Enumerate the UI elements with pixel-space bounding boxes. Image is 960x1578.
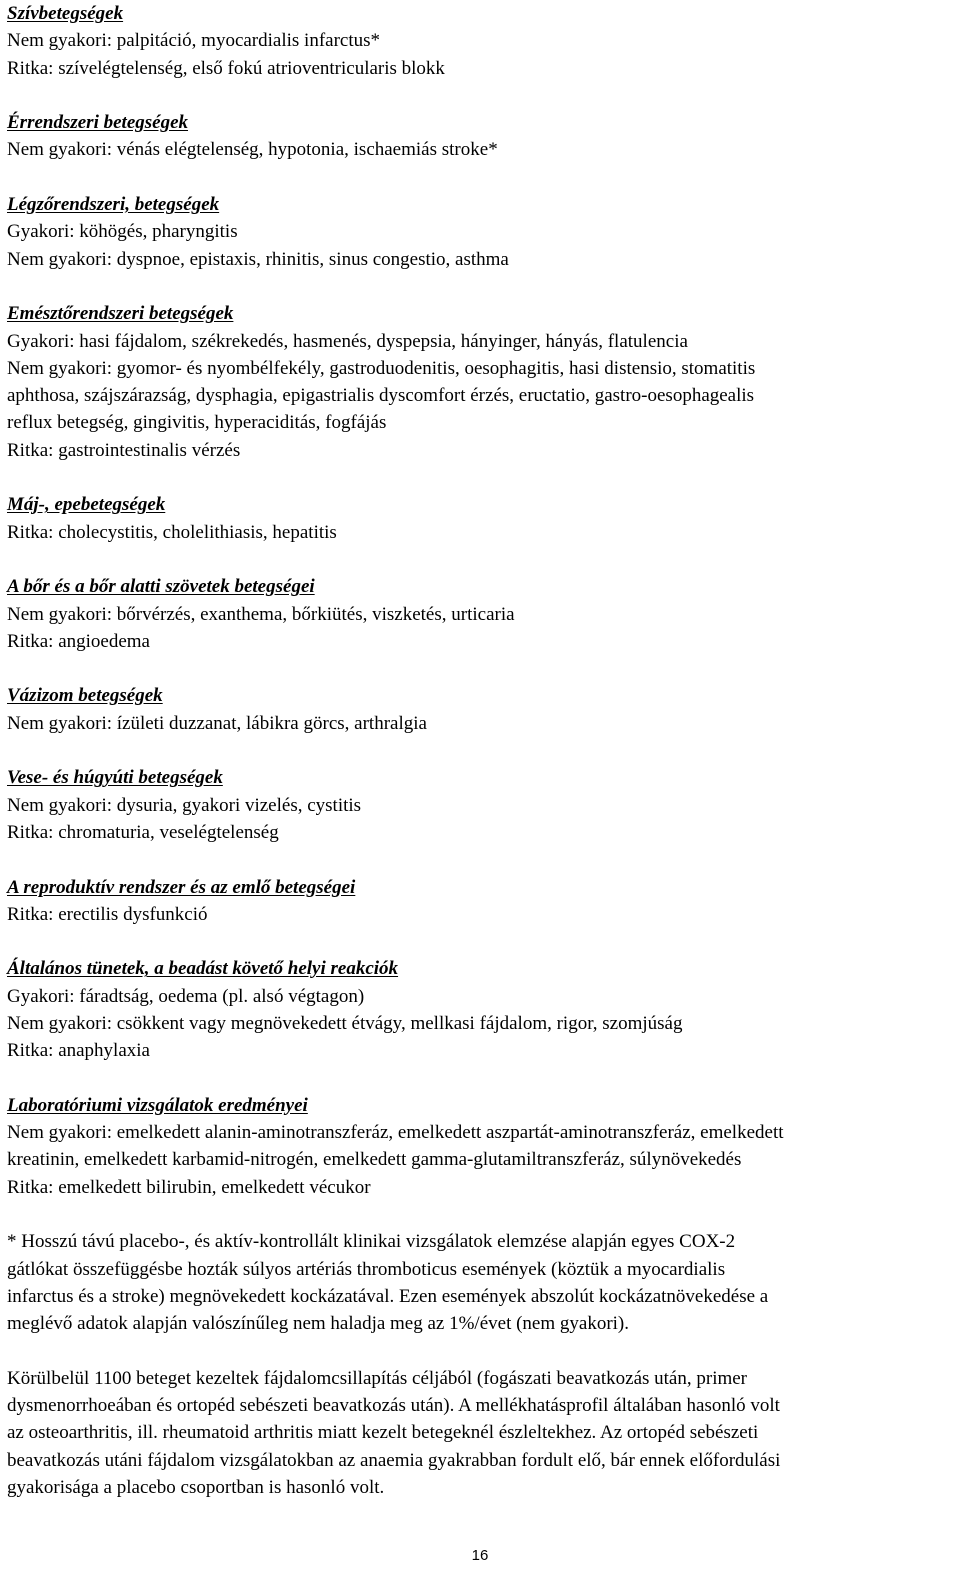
section: [7, 1092, 953, 1228]
section-spacer: [7, 546, 953, 573]
footnote-paragraph: [7, 1228, 953, 1337]
section-line: Ritka: gastrointestinalis vérzés: [7, 439, 241, 461]
closing-line: az osteoarthritis, ill. rheumatoid arthritis miatt kezelt betegeknél észleltekhez. Az ortopéd sebészeti: [7, 1422, 759, 1444]
section-line: kreatinin, emelkedett karbamid-nitrogén, emelkedett gamma-glutamiltranszferáz, súlynövekedés: [7, 1149, 742, 1171]
closing-line: beavatkozás utáni fájdalom vizsgálatokban az anaemia gyakrabban fordult elő, bár ennek előfordulási: [7, 1449, 781, 1471]
section-spacer: [7, 164, 953, 191]
section-line: Ritka: cholecystitis, cholelithiasis, hepatitis: [7, 521, 337, 543]
section: [7, 764, 953, 873]
section-heading: Vese- és húgyúti betegségek: [7, 767, 223, 789]
section-spacer: [7, 655, 953, 682]
section: [7, 191, 953, 300]
section-line: Nem gyakori: dysuria, gyakori vizelés, cystitis: [7, 794, 362, 816]
section: [7, 0, 953, 109]
section-spacer: [7, 928, 953, 955]
section-line: Nem gyakori: gyomor- és nyombélfekély, gastroduodenitis, oesophagitis, hasi distensio, stomatitis: [7, 357, 756, 379]
section: [7, 573, 953, 682]
section: [7, 491, 953, 573]
footnote-line: meglévő adatok alapján valószínűleg nem haladja meg az 1%/évet (nem gyakori).: [7, 1313, 630, 1335]
section: [7, 109, 953, 191]
section-line: reflux betegség, gingivitis, hyperaciditás, fogfájás: [7, 412, 387, 434]
closing-paragraph: [7, 1365, 953, 1501]
section: [7, 955, 953, 1091]
section-line: Nem gyakori: emelkedett alanin-aminotranszferáz, emelkedett aszpartát-aminotranszferáz, emelkedett: [7, 1122, 784, 1144]
section-line: Gyakori: köhögés, pharyngitis: [7, 221, 238, 243]
section-heading: Érrendszeri betegségek: [7, 112, 189, 134]
section-line: Ritka: angioedema: [7, 630, 150, 652]
closing-line: gyakorisága a placebo csoportban is hasonló volt.: [7, 1477, 385, 1499]
section-spacer: [7, 82, 953, 109]
paragraph-spacer: [7, 1338, 953, 1365]
section-line: Gyakori: fáradtság, oedema (pl. alsó végtagon): [7, 985, 365, 1007]
closing-line: Körülbelül 1100 beteget kezeltek fájdalomcsillapítás céljából (fogászati beavatkozás után, primer: [7, 1367, 748, 1389]
section-line: Nem gyakori: ízületi duzzanat, lábikra görcs, arthralgia: [7, 712, 427, 734]
page-number: 16: [471, 1547, 489, 1564]
section-heading: Laboratóriumi vizsgálatok eredményei: [7, 1094, 308, 1116]
section-line: Ritka: szívelégtelenség, első fokú atrioventricularis blokk: [7, 57, 445, 79]
section-line: Nem gyakori: palpitáció, myocardialis infarctus*: [7, 30, 381, 52]
section-spacer: [7, 1065, 953, 1092]
section-line: Nem gyakori: dyspnoe, epistaxis, rhinitis, sinus congestio, asthma: [7, 248, 509, 270]
section-line: Nem gyakori: vénás elégtelenség, hypotonia, ischaemiás stroke*: [7, 139, 498, 161]
section-spacer: [7, 273, 953, 300]
section-heading: Szívbetegségek: [7, 3, 124, 24]
section-line: Ritka: emelkedett bilirubin, emelkedett vécukor: [7, 1176, 371, 1198]
section-heading: Máj-, epebetegségek: [7, 494, 166, 516]
section-line: Nem gyakori: csökkent vagy megnövekedett étvágy, mellkasi fájdalom, rigor, szomjúság: [7, 1012, 683, 1034]
section-line: Nem gyakori: bőrvérzés, exanthema, bőrkiütés, viszketés, urticaria: [7, 603, 515, 625]
footnote-line: * Hosszú távú placebo-, és aktív-kontrollált klinikai vizsgálatok elemzése alapján egyes COX-2: [7, 1231, 736, 1253]
section-line: Gyakori: hasi fájdalom, székrekedés, hasmenés, dyspepsia, hányinger, hányás, flatulencia: [7, 330, 688, 352]
section: [7, 874, 953, 956]
section: [7, 682, 953, 764]
section-line: Ritka: anaphylaxia: [7, 1040, 150, 1062]
document-page: [7, 0, 953, 1501]
section-spacer: [7, 737, 953, 764]
section-spacer: [7, 464, 953, 491]
section-heading: A bőr és a bőr alatti szövetek betegségei: [7, 576, 315, 598]
footnote-line: gátlókat összefüggésbe hozták súlyos artériás thromboticus események (köztük a myocardialis: [7, 1258, 726, 1280]
section-heading: Vázizom betegségek: [7, 685, 163, 707]
section-line: Ritka: erectilis dysfunkció: [7, 903, 208, 925]
section-spacer: [7, 1201, 953, 1228]
section: [7, 300, 953, 491]
section-spacer: [7, 846, 953, 873]
section-line: Ritka: chromaturia, veselégtelenség: [7, 821, 279, 843]
section-heading: A reproduktív rendszer és az emlő betegségei: [7, 876, 356, 898]
adverse-reactions-list: [7, 0, 953, 1228]
section-heading: Légzőrendszeri, betegségek: [7, 194, 220, 216]
section-heading: Emésztőrendszeri betegségek: [7, 303, 234, 325]
closing-line: dysmenorrhoeában és ortopéd sebészeti beavatkozás után). A mellékhatásprofil általában hasonló volt: [7, 1395, 780, 1417]
footnote-line: infarctus és a stroke) megnövekedett kockázatával. Ezen események abszolút kockázatnövekedése a: [7, 1285, 769, 1307]
section-heading: Általános tünetek, a beadást követő helyi reakciók: [7, 958, 399, 980]
section-line: aphthosa, szájszárazság, dysphagia, epigastrialis dyscomfort érzés, eructatio, gastro-oesophagealis: [7, 385, 755, 407]
